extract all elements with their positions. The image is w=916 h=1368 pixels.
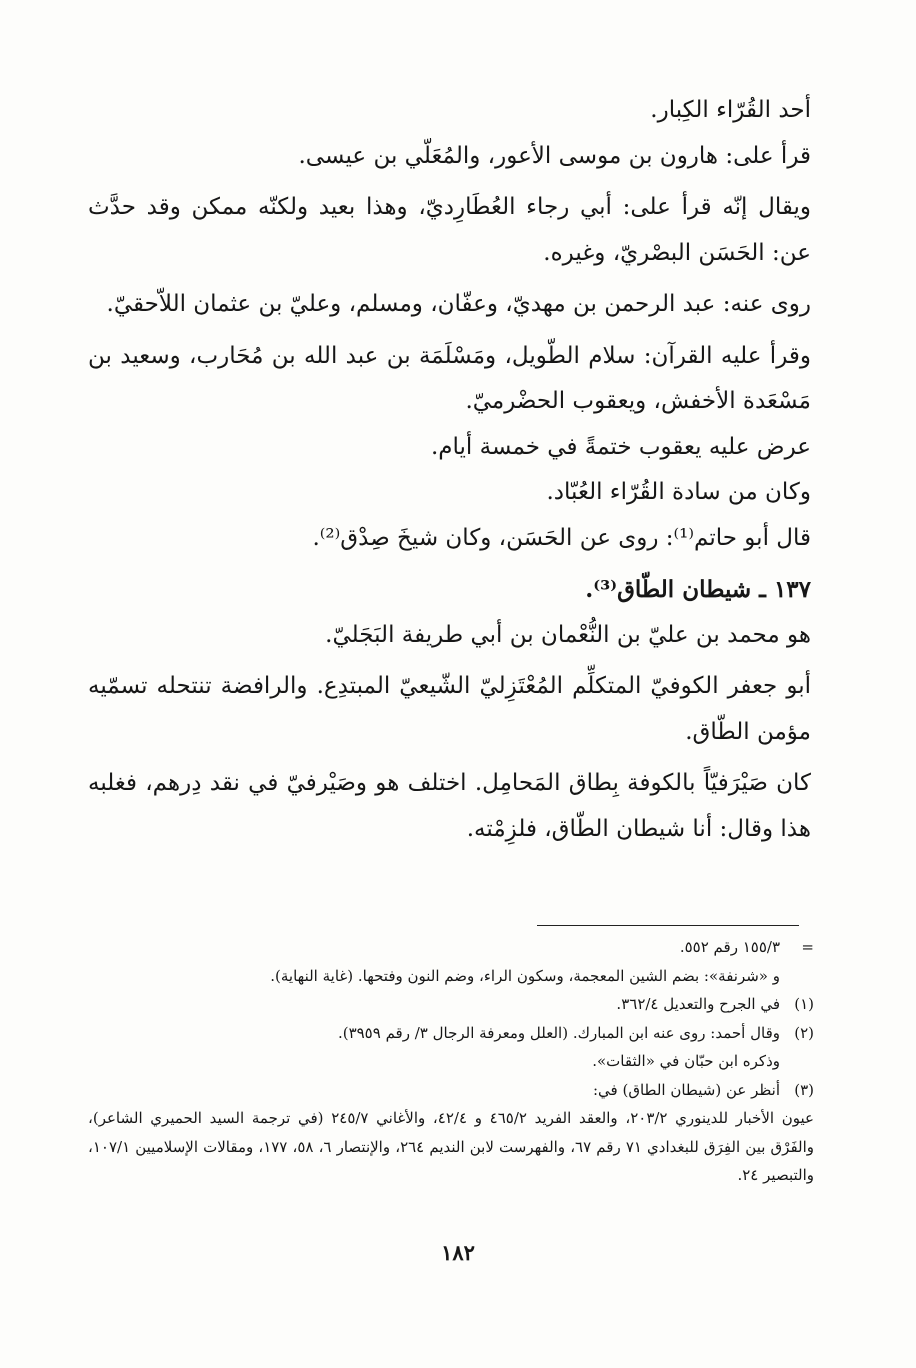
footnote-divider (537, 925, 799, 926)
footnote-text: أنظر عن (شيطان الطاق) في: (592, 1080, 780, 1099)
text-line: أحد القُرّاء الكِبار. (650, 97, 811, 123)
text-line: عرض عليه يعقوب ختمةً في خمسة أيام. (430, 433, 811, 460)
footnote-text: عيون الأخبار للدينوري ٢٠٣/٢، والعقد الفريد ٤٦٥/٢ و ٤٢/٤، والأغاني ٢٤٥/٧ (في ترجمة السيد الحميري الشاعر)، والفَرْق بين الفِرَق للبغدادي ٧١ رقم ٦٧، والفهرست لابن النديم ٢٦٤، والإنتصار ٦، ٥٨، ١٧٧، ومقالات الإسلاميين ١٠٧/١، والتبصير ٢٤. (88, 1109, 815, 1184)
footnote-text: وذكره ابن حبّان في «الثقات». (592, 1052, 780, 1070)
text-line: وكان من سادة القُرّاء العُبّاد. (546, 479, 811, 505)
paragraph: ويقال إنّه قرأ على: أبي رجاء العُطَارِديّ، وهذا بعيد ولكنّه ممكن وقد حدَّث عن: الحَسَن البصْريّ، وغيره. (88, 194, 811, 266)
paragraph: أبو جعفر الكوفيّ المتكلِّم المُعْتَزِليّ الشّيعيّ المبتدِع. والرافضة تنتحله تسمّيه مؤمن الطّاق. (88, 673, 811, 745)
footnote-3 (88, 1076, 814, 1105)
footnote-marker: (٢) (794, 1023, 814, 1042)
footnote-text: في الجرح والتعديل ٣٦٢/٤. (616, 995, 780, 1013)
text-line: قرأ على: هارون بن موسى الأعور، والمُعَلّي بن عيسى. (298, 142, 811, 169)
paragraph: وقرأ عليه القرآن: سلام الطّويل، ومَسْلَمَة بن عبد الله بن مُحَارب، وسعيد بن مَسْعَدة الأخفش، ويعقوب الحضْرميّ. (88, 342, 811, 414)
main-text (88, 88, 811, 852)
footnote-2 (88, 1019, 814, 1048)
footnotes (88, 933, 814, 1190)
footnote-text: وقال أحمد: روى عنه ابن المبارك. (العلل ومعرفة الرجال ٣/ رقم ٣٩٥٩). (337, 1023, 780, 1042)
footnote-marker: (١) (794, 995, 814, 1013)
footnote-text: و «شرنفة»: بضم الشين المعجمة، وسكون الراء، وضم النون وفتحها. (غاية النهاية). (270, 966, 780, 985)
paragraph: كان صَيْرَفيّاً بالكوفة بِطاق المَحامِل. اختلف هو وصَيْرفيّ في نقد دِرهم، فغلبه هذا وقال: أنا شيطان الطّاق، فلزِمْته. (88, 770, 811, 842)
footnote-marker: = (801, 938, 814, 956)
text-line: هو محمد بن عليّ بن النُّعْمان بن أبي طريفة البَجَليّ. (325, 621, 811, 648)
entry-heading: ١٣٧ ـ شيطان الطّاق⁽³⁾. (585, 576, 811, 603)
footnote-marker: (٣) (794, 1080, 814, 1099)
text-line: قال أبو حاتم⁽¹⁾: روى عن الحَسَن، وكان شيخَ صِدْق⁽²⁾. (312, 524, 811, 551)
footnote-continuation (88, 933, 814, 962)
page-number: ١٨٢ (441, 1240, 475, 1265)
paragraph: روى عنه: عبد الرحمن بن مهديّ، وعفّان، ومسلم، وعليّ بن عثمان اللاّحقيّ. (106, 291, 811, 317)
footnote-1 (88, 990, 814, 1019)
footnote-text: ١٥٥/٣ رقم ٥٥٢. (679, 938, 780, 956)
